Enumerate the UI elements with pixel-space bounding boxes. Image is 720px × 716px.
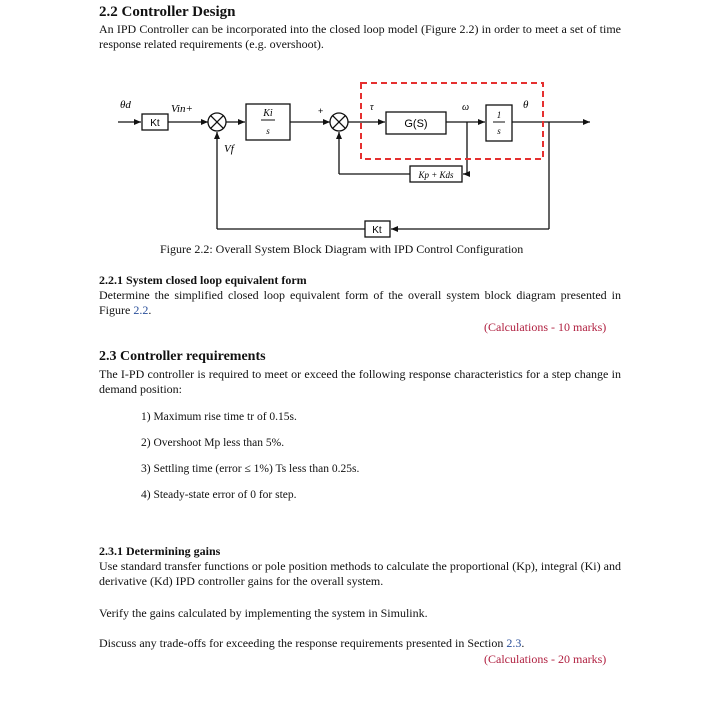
integrator-denominator: s xyxy=(497,126,501,136)
marks-10: (Calculations - 10 marks) xyxy=(484,320,607,334)
block-diagram xyxy=(0,70,720,246)
plus-sign: + xyxy=(318,106,324,116)
discuss-period: . xyxy=(521,636,525,650)
discuss-text-main: Discuss any trade-offs for exceeding the response requirements presented in Section xyxy=(99,636,507,650)
plant-label: G(S) xyxy=(404,118,428,130)
integrator-numerator: 1 xyxy=(496,110,502,120)
figure-ref-link[interactable]: 2.2 xyxy=(133,303,149,317)
vin-label: Vin+ xyxy=(171,103,193,115)
section-2-2-1-title: 2.2.1 System closed loop equivalent form xyxy=(99,273,307,287)
requirement-1: 1) Maximum rise time tr of 0.15s. xyxy=(141,411,297,423)
requirement-4: 4) Steady-state error of 0 for step. xyxy=(141,489,297,501)
section-2-2-title: 2.2 Controller Design xyxy=(99,4,236,20)
section-ref-link[interactable]: 2.3 xyxy=(506,636,522,650)
section-2-2-1-body xyxy=(99,288,621,318)
summing-junction-2 xyxy=(330,113,348,131)
kt-input-label: Kt xyxy=(150,118,160,129)
section-2-3-title: 2.3 Controller requirements xyxy=(99,349,266,364)
section-2-3-1-body: Use standard transfer functions or pole position methods to calculate the proportional (Kp), integral (Ki) and derivative (Kd) IPD controller gains for the overall system. xyxy=(99,559,621,588)
kt-feedback-label: Kt xyxy=(372,225,382,236)
section-2-3-1-title: 2.3.1 Determining gains xyxy=(99,544,221,558)
requirement-2: 2) Overshoot Mp less than 5%. xyxy=(141,437,285,449)
theta-label: θ xyxy=(523,99,529,111)
discuss-text xyxy=(99,636,524,651)
tau-label: τ xyxy=(370,102,374,113)
section-2-2-1-text: Determine the simplified closed loop equivalent form of the overall system block diagram presented in Figure xyxy=(99,288,621,317)
dashed-red-box xyxy=(361,83,543,159)
ki-denominator: s xyxy=(266,126,270,136)
theta-d-label: θd xyxy=(120,99,131,111)
section-2-3-body: The I-PD controller is required to meet or exceed the following response characteristics for a step change in demand position: xyxy=(99,367,621,396)
vf-label: Vf xyxy=(224,143,234,155)
section-2-2-1-period: . xyxy=(148,303,152,317)
section-2-2-body: An IPD Controller can be incorporated into the closed loop model (Figure 2.2) in order to meet a set of time response related requirements (e.g. overshoot). xyxy=(99,22,621,51)
verify-text: Verify the gains calculated by implementing the system in Simulink. xyxy=(99,606,428,620)
summing-junction-1 xyxy=(208,113,226,131)
figure-caption: Figure 2.2: Overall System Block Diagram with IPD Control Configuration xyxy=(160,242,524,256)
pd-label: Kp + Kds xyxy=(418,170,454,180)
requirement-3: 3) Settling time (error ≤ 1%) Ts less than 0.25s. xyxy=(141,463,360,475)
ki-numerator: Ki xyxy=(263,108,273,119)
marks-20: (Calculations - 20 marks) xyxy=(484,652,607,666)
omega-label: ω xyxy=(462,102,470,113)
